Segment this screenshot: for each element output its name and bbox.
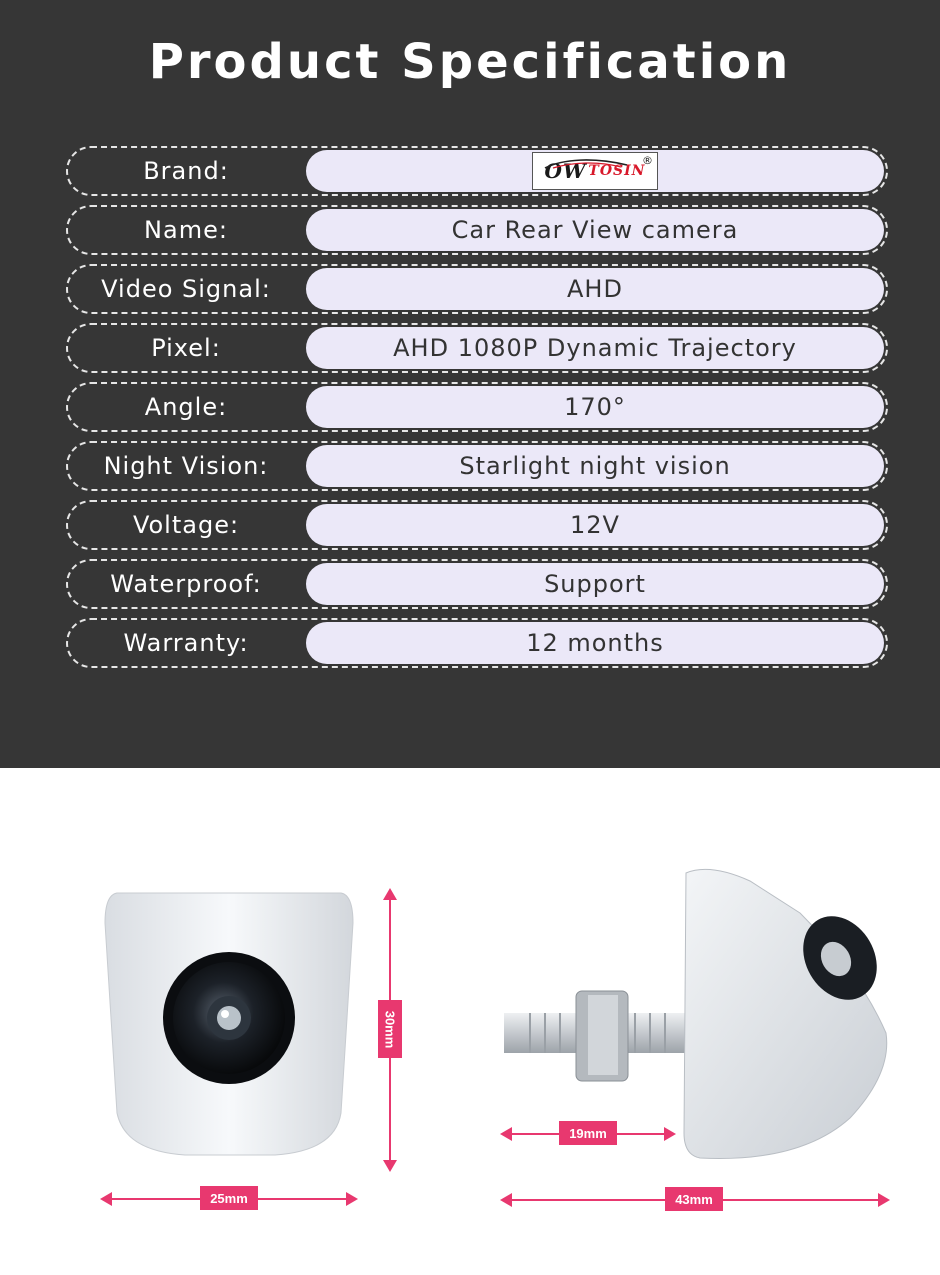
spec-row-warranty bbox=[66, 618, 888, 668]
side-length-label: 43mm bbox=[665, 1187, 723, 1211]
spec-value: 12V bbox=[306, 504, 884, 546]
spec-value: 170° bbox=[306, 386, 884, 428]
brand-logo: OW TOSIN ® bbox=[532, 152, 658, 190]
arrow-left-icon bbox=[100, 1192, 112, 1206]
spec-label: Name: bbox=[144, 216, 228, 244]
spec-value bbox=[306, 150, 884, 192]
bolt-length-label: 19mm bbox=[559, 1121, 617, 1145]
arrow-right-icon bbox=[878, 1193, 890, 1207]
spec-label: Angle: bbox=[144, 393, 228, 421]
arrow-right-icon bbox=[664, 1127, 676, 1141]
spec-value: AHD bbox=[306, 268, 884, 310]
front-width-label: 25mm bbox=[200, 1186, 258, 1210]
spec-label: Video Signal: bbox=[101, 275, 271, 303]
page-title: Product Specification bbox=[148, 34, 792, 90]
camera-front-view-image bbox=[95, 883, 365, 1163]
spec-label: Warranty: bbox=[123, 629, 249, 657]
front-height-label: 30mm bbox=[382, 1010, 398, 1048]
spec-label: Pixel: bbox=[151, 334, 221, 362]
arrow-up-icon bbox=[383, 888, 397, 900]
spec-row-brand bbox=[66, 146, 888, 196]
car-swoosh-icon bbox=[543, 157, 629, 169]
spec-value: 12 months bbox=[306, 622, 884, 664]
spec-row-pixel bbox=[66, 323, 888, 373]
spec-value: Car Rear View camera bbox=[306, 209, 884, 251]
spec-value: Starlight night vision bbox=[306, 445, 884, 487]
spec-value: Support bbox=[306, 563, 884, 605]
spec-row-video-signal bbox=[66, 264, 888, 314]
spec-label: Brand: bbox=[143, 157, 229, 185]
arrow-left-icon bbox=[500, 1193, 512, 1207]
spec-label: Waterproof: bbox=[110, 570, 262, 598]
spec-row-night-vision bbox=[66, 441, 888, 491]
spec-value: AHD 1080P Dynamic Trajectory bbox=[306, 327, 884, 369]
spec-row-voltage bbox=[66, 500, 888, 550]
spec-row-name bbox=[66, 205, 888, 255]
front-height-label-box bbox=[378, 1000, 402, 1058]
arrow-left-icon bbox=[500, 1127, 512, 1141]
arrow-down-icon bbox=[383, 1160, 397, 1172]
spec-label: Voltage: bbox=[132, 511, 240, 539]
arrow-right-icon bbox=[346, 1192, 358, 1206]
spec-row-waterproof bbox=[66, 559, 888, 609]
spec-row-angle bbox=[66, 382, 888, 432]
spec-label: Night Vision: bbox=[103, 452, 269, 480]
dimension-section bbox=[0, 768, 940, 1275]
